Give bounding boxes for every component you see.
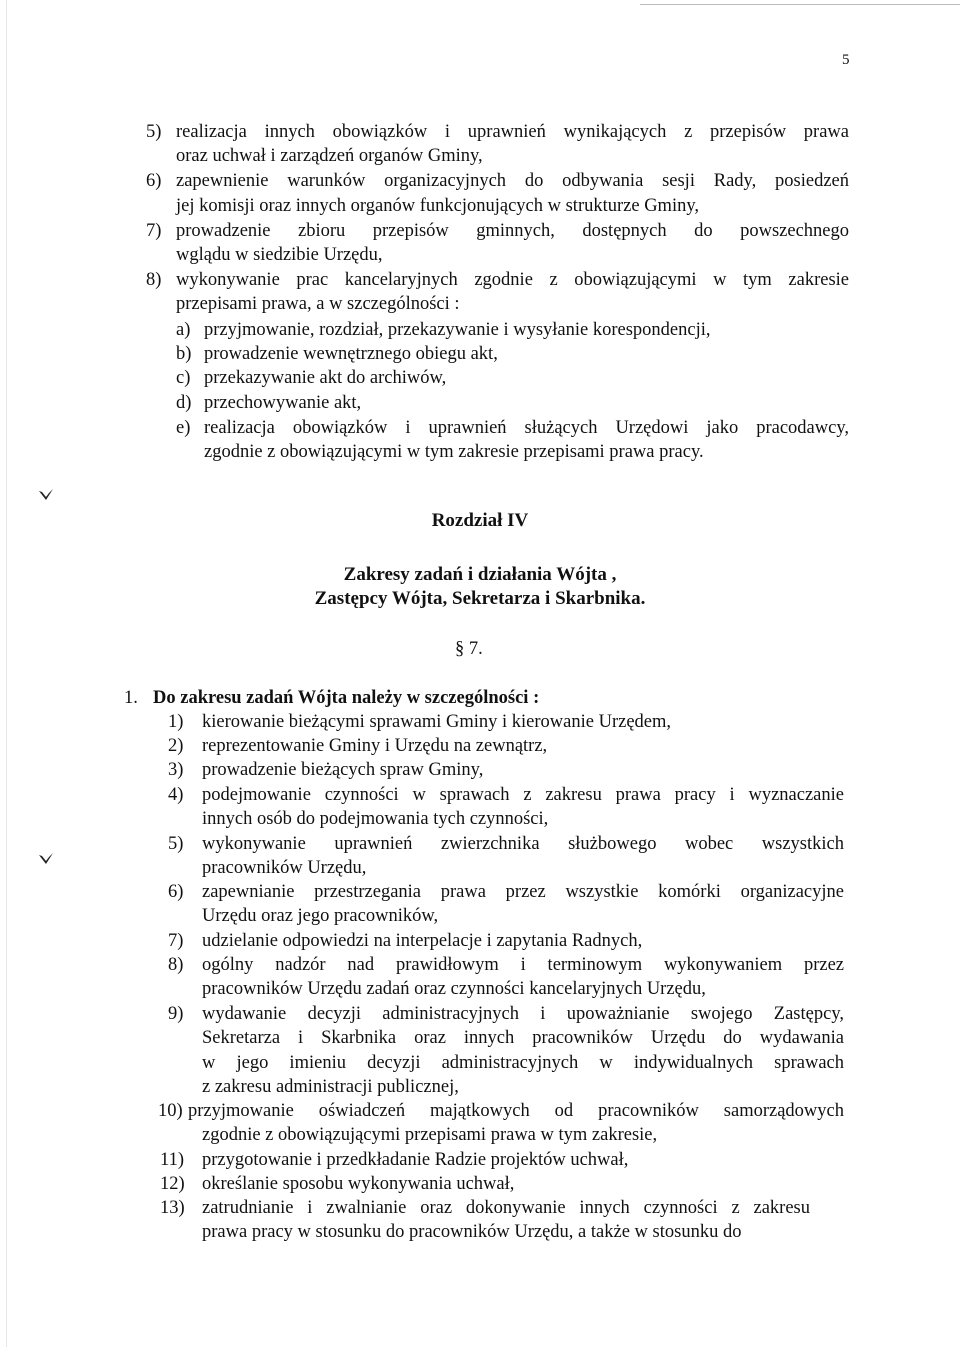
- list-item-number: 6): [168, 882, 184, 902]
- list-item-number: 12): [160, 1174, 185, 1194]
- clause-intro: Do zakresu zadań Wójta należy w szczególności :: [153, 688, 540, 708]
- sub-list-item-letter: d): [176, 393, 192, 413]
- list-item-number: 2): [168, 736, 184, 756]
- list-item-text: wykonywanie uprawnień zwierzchnika służbowego wobec wszystkich: [202, 834, 844, 854]
- list-item-text: Sekretarza i Skarbnika oraz innych pracowników Urzędu do wydawania: [202, 1028, 844, 1048]
- page-number: 5: [842, 52, 850, 68]
- list-item-text: określanie sposobu wykonywania uchwał,: [202, 1174, 515, 1194]
- list-item-text: innych osób do podejmowania tych czynności,: [202, 809, 549, 829]
- sub-list-item-text: zgodnie z obowiązującymi w tym zakresie przepisami prawa pracy.: [204, 442, 704, 462]
- list-item-text: zapewnienie warunków organizacyjnych do odbywania sesji Rady, posiedzeń: [176, 171, 849, 191]
- scan-edge-line: [640, 4, 960, 5]
- list-item-text: zgodnie z obowiązującymi przepisami prawa w tym zakresie,: [202, 1125, 658, 1145]
- list-item-text: kierowanie bieżącymi sprawami Gminy i kierowanie Urzędem,: [202, 712, 672, 732]
- list-item-text: pracowników Urzędu zadań oraz czynności kancelaryjnych Urzędu,: [202, 979, 706, 999]
- list-item-number: 9): [168, 1004, 184, 1024]
- list-item-text: w jego imieniu decyzji administracyjnych w indywidualnych sprawach: [202, 1053, 844, 1073]
- list-item-text: prowadzenie bieżących spraw Gminy,: [202, 760, 484, 780]
- list-item-text: podejmowanie czynności w sprawach z zakresu prawa pracy i wyznaczanie: [202, 785, 844, 805]
- list-item-text: wydawanie decyzji administracyjnych i upoważnianie swojego Zastępcy,: [202, 1004, 844, 1024]
- list-item-text: przyjmowanie oświadczeń majątkowych od pracowników samorządowych: [188, 1101, 844, 1121]
- list-item-text: realizacja innych obowiązków i uprawnień wynikających z przepisów prawa: [176, 122, 849, 142]
- list-item-text: przepisami prawa, a w szczególności :: [176, 294, 460, 314]
- chapter-subtitle: Zastępcy Wójta, Sekretarza i Skarbnika.: [314, 588, 646, 609]
- list-item-text: wglądu w siedzibie Urzędu,: [176, 245, 383, 265]
- list-item-text: z zakresu administracji publicznej,: [202, 1077, 459, 1097]
- hole-punch-mark-icon: [38, 488, 54, 502]
- list-item-text: zapewnianie przestrzegania prawa przez wszystkie komórki organizacyjne: [202, 882, 844, 902]
- hole-punch-mark-icon: [38, 852, 54, 866]
- list-item-number: 6): [146, 171, 162, 191]
- list-item-number: 4): [168, 785, 184, 805]
- list-item-number: 5): [146, 122, 162, 142]
- sub-list-item-letter: e): [176, 418, 191, 438]
- list-item-text: prowadzenie zbioru przepisów gminnych, dostępnych do powszechnego: [176, 221, 849, 241]
- list-item-number: 7): [146, 221, 162, 241]
- list-item-number: 11): [160, 1150, 184, 1170]
- list-item-text: przygotowanie i przedkładanie Radzie projektów uchwał,: [202, 1150, 629, 1170]
- list-item-text: udzielanie odpowiedzi na interpelacje i zapytania Radnych,: [202, 931, 643, 951]
- list-item-number: 1): [168, 712, 184, 732]
- scan-left-margin: [6, 0, 7, 1347]
- list-item-number: 10): [158, 1101, 183, 1121]
- sub-list-item-letter: c): [176, 368, 191, 388]
- list-item-text: jej komisji oraz innych organów funkcjonujących w strukturze Gminy,: [176, 196, 700, 216]
- sub-list-item-letter: a): [176, 320, 191, 340]
- list-item-text: wykonywanie prac kancelaryjnych zgodnie z obowiązującymi w tym zakresie: [176, 270, 849, 290]
- list-item-number: 5): [168, 834, 184, 854]
- list-item-text: prawa pracy w stosunku do pracowników Urzędu, a także w stosunku do: [202, 1222, 742, 1242]
- sub-list-item-text: przyjmowanie, rozdział, przekazywanie i wysyłanie korespondencji,: [204, 320, 711, 340]
- sub-list-item-text: realizacja obowiązków i uprawnień służących Urzędowi jako pracodawcy,: [204, 418, 849, 438]
- list-item-text: reprezentowanie Gminy i Urzędu na zewnątrz,: [202, 736, 548, 756]
- list-item-text: ogólny nadzór nad prawidłowym i terminowym wykonywaniem przez: [202, 955, 844, 975]
- list-item-text: Urzędu oraz jego pracowników,: [202, 906, 439, 926]
- list-item-text: zatrudnianie i zwalnianie oraz dokonywanie innych czynności z zakresu: [202, 1198, 810, 1218]
- chapter-subtitle: Zakresy zadań i działania Wójta ,: [343, 564, 617, 585]
- section-mark: § 7.: [455, 639, 483, 659]
- list-item-text: pracowników Urzędu,: [202, 858, 367, 878]
- clause-number: 1.: [124, 688, 138, 708]
- chapter-title: Rozdział IV: [431, 510, 529, 531]
- sub-list-item-letter: b): [176, 344, 192, 364]
- list-item-number: 13): [160, 1198, 185, 1218]
- list-item-number: 7): [168, 931, 184, 951]
- sub-list-item-text: prowadzenie wewnętrznego obiegu akt,: [204, 344, 498, 364]
- sub-list-item-text: przekazywanie akt do archiwów,: [204, 368, 447, 388]
- list-item-number: 3): [168, 760, 184, 780]
- list-item-number: 8): [168, 955, 184, 975]
- sub-list-item-text: przechowywanie akt,: [204, 393, 362, 413]
- list-item-text: oraz uchwał i zarządzeń organów Gminy,: [176, 146, 483, 166]
- list-item-number: 8): [146, 270, 162, 290]
